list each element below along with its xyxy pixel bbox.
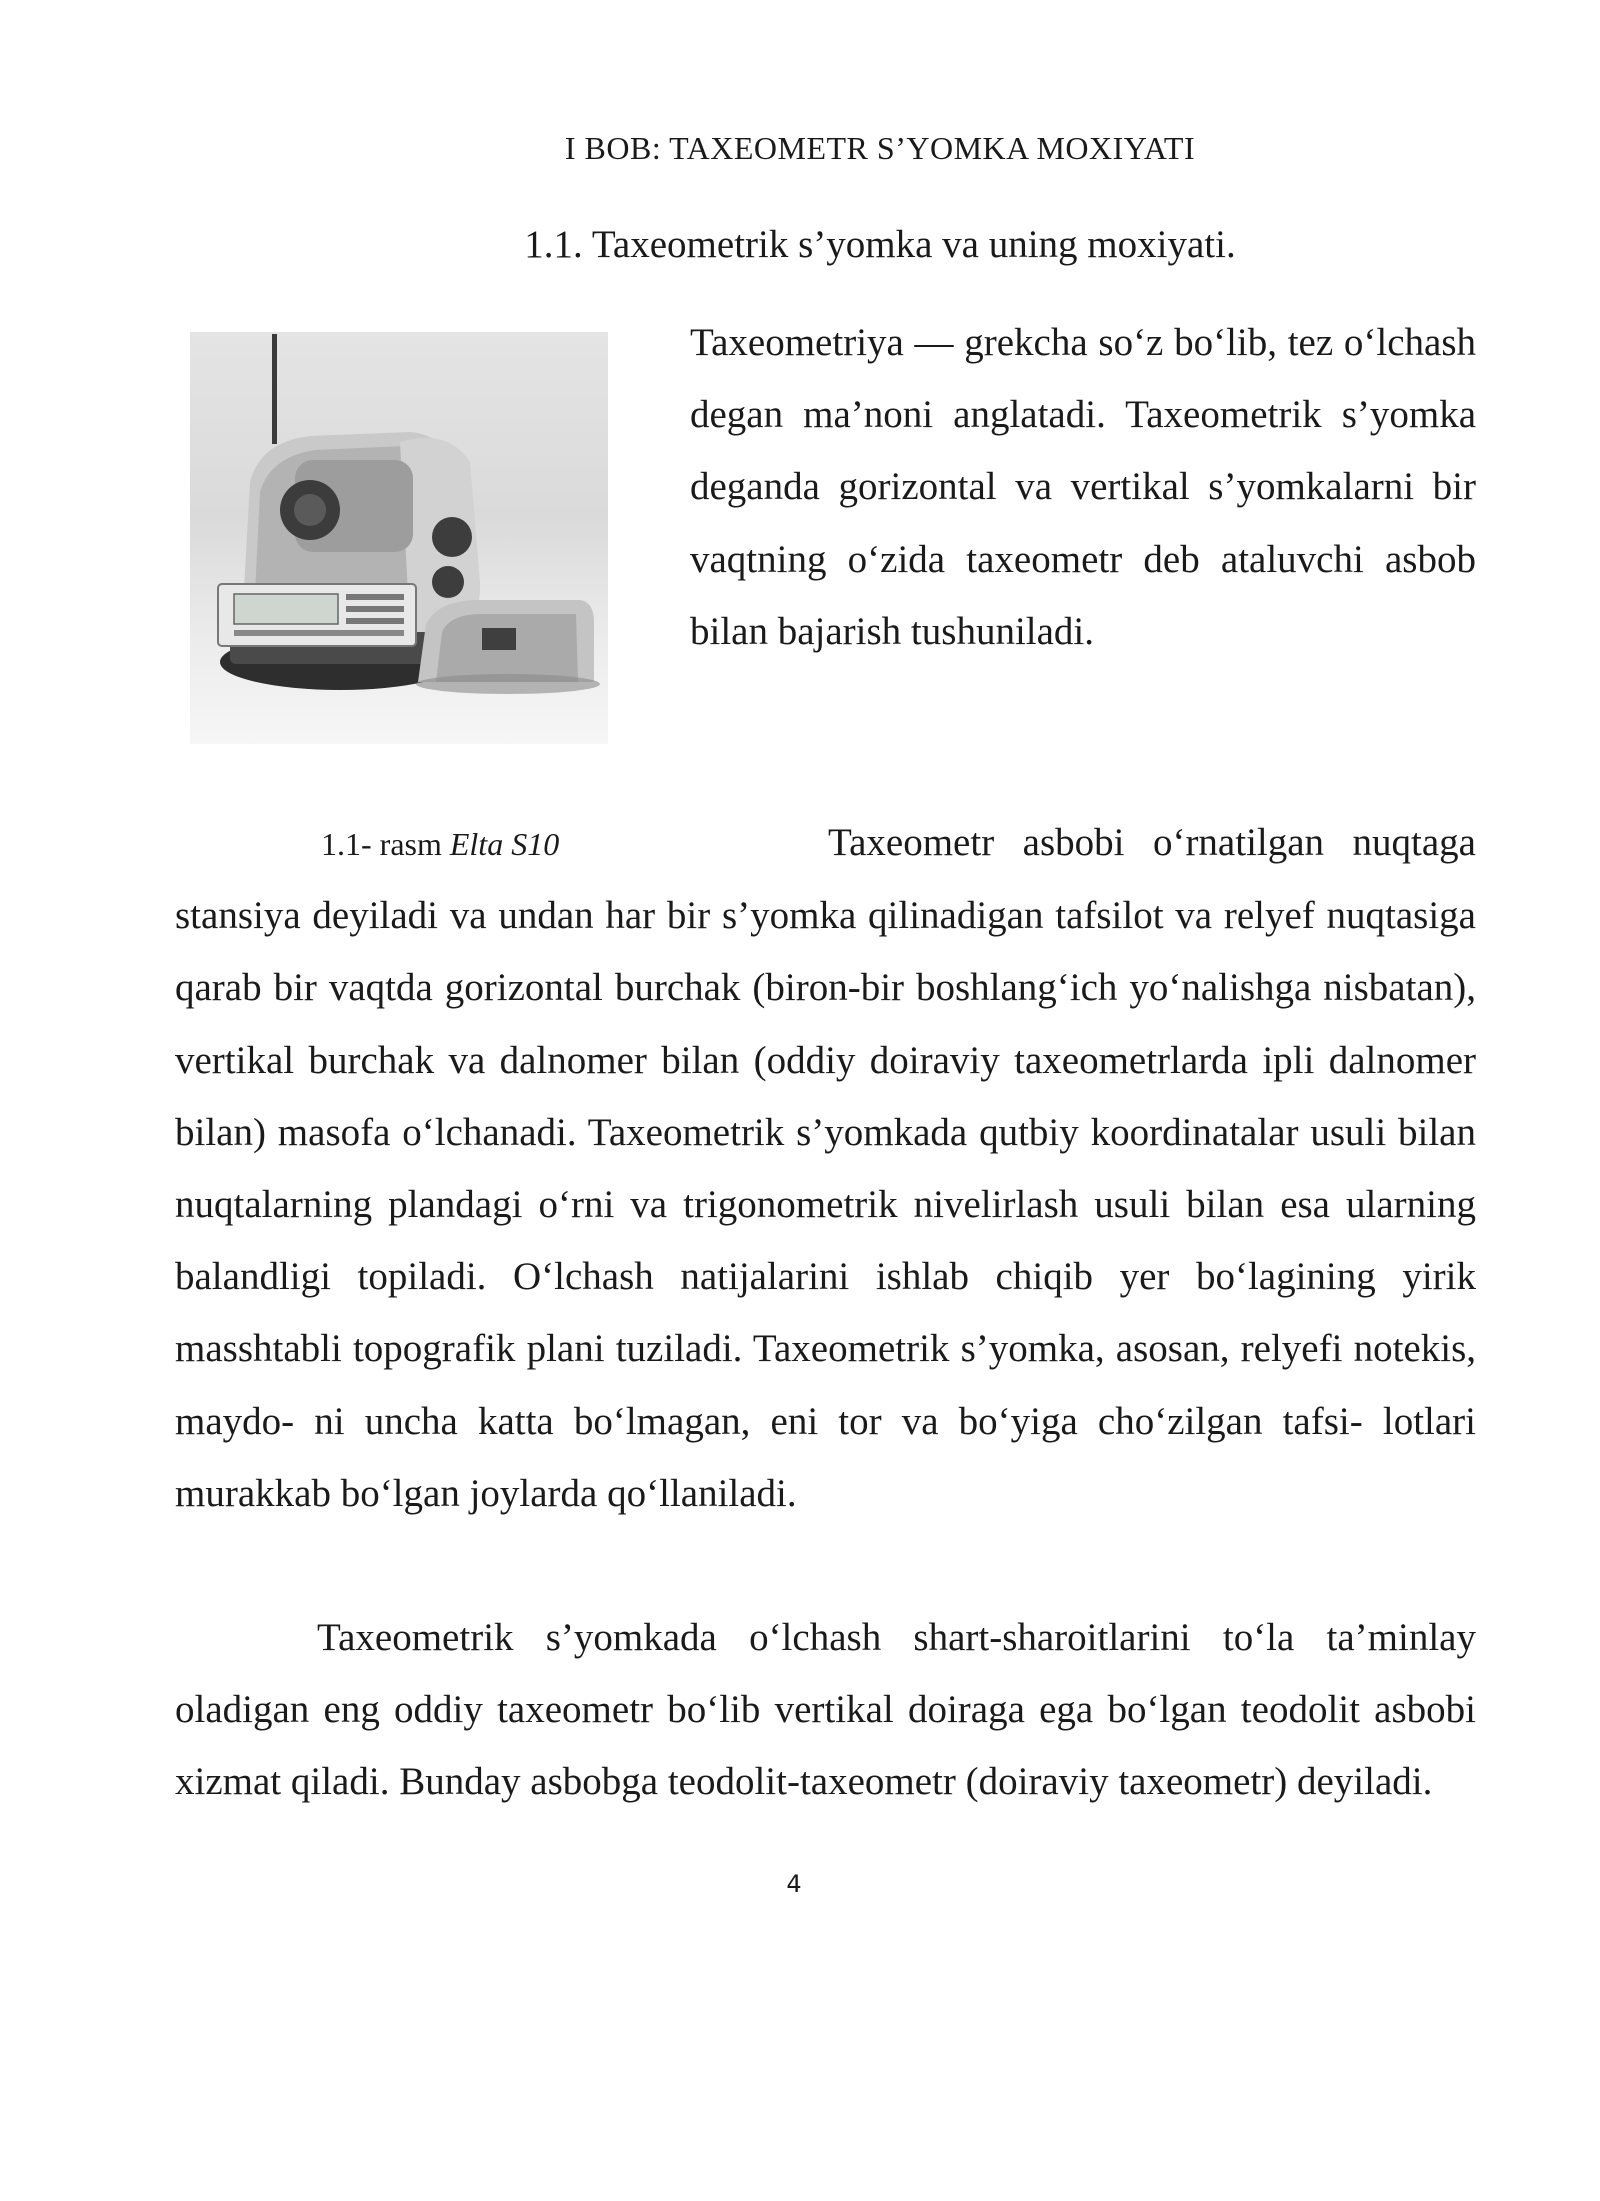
- figure-caption: [175, 808, 828, 880]
- body-paragraph-2: Taxeometrik s’yomkada o‘lchash shart-sharoitlarini to‘la ta’minlay oladigan eng oddiy taxeometr bo‘lib vertikal doiraga ega bo‘lgan teodolit asbobi xizmat qiladi. Bunday asbobga teodolit-taxeometr (doiraviy taxeometr) deyiladi.: [175, 1616, 1476, 1804]
- body-paragraph-1: Taxeometr asbobi o‘rnatilgan nuqtaga stansiya deyiladi va undan har bir s’yomka qilinadigan tafsilot va relyef nuqtasiga qarab bir vaqtda gorizontal burchak (biron-bir boshlang‘ich yo‘nalishga nisbatan), vertikal burchak va dalnomer bilan (oddiy doiraviy taxeometrlarda ipli dalnomer bilan) masofa o‘lchanadi. Taxeometrik s’yomkada qutbiy koordinatalar usuli bilan nuqtalarning plandagi o‘rni va trigonometrik nivelirlash usuli bilan esa ularning balandligi topiladi. O‘lchash natijalarini ishlab chiqib yer bo‘lagining yirik masshtabli topografik plani tuziladi. Taxeometrik s’yomka, asosan, relyefi notekis, maydo- ni uncha katta bo‘lmagan, eni tor va bo‘yiga cho‘zilgan tafsi- lotlari murakkab bo‘lgan joylarda qo‘llaniladi.: [175, 821, 1476, 1515]
- section-title: 1.1. Taxeometrik s’yomka va uning moxiyati.: [524, 223, 1236, 266]
- caption-prefix: 1.1- rasm: [321, 826, 442, 862]
- intro-paragraph: Taxeometriya — grekcha so‘z bo‘lib, tez o‘lchash degan ma’noni anglatadi. Taxeometrik s’yomka deganda gorizontal va vertikal s’yomkalarni bir vaqtning o‘zida taxeometr deb ataluvchi asbob bilan bajarish tushuniladi.: [690, 321, 1476, 653]
- paragraph-with-caption: [175, 807, 1476, 1530]
- page-number: 4: [786, 1870, 802, 1898]
- total-station-illustration: [190, 332, 608, 744]
- chapter-title: I BOB: TAXEOMETR S’YOMKA MOXIYATI: [564, 130, 1196, 166]
- caption-instrument-name: Elta S10: [449, 826, 560, 862]
- figure-total-station-photo: [190, 332, 608, 744]
